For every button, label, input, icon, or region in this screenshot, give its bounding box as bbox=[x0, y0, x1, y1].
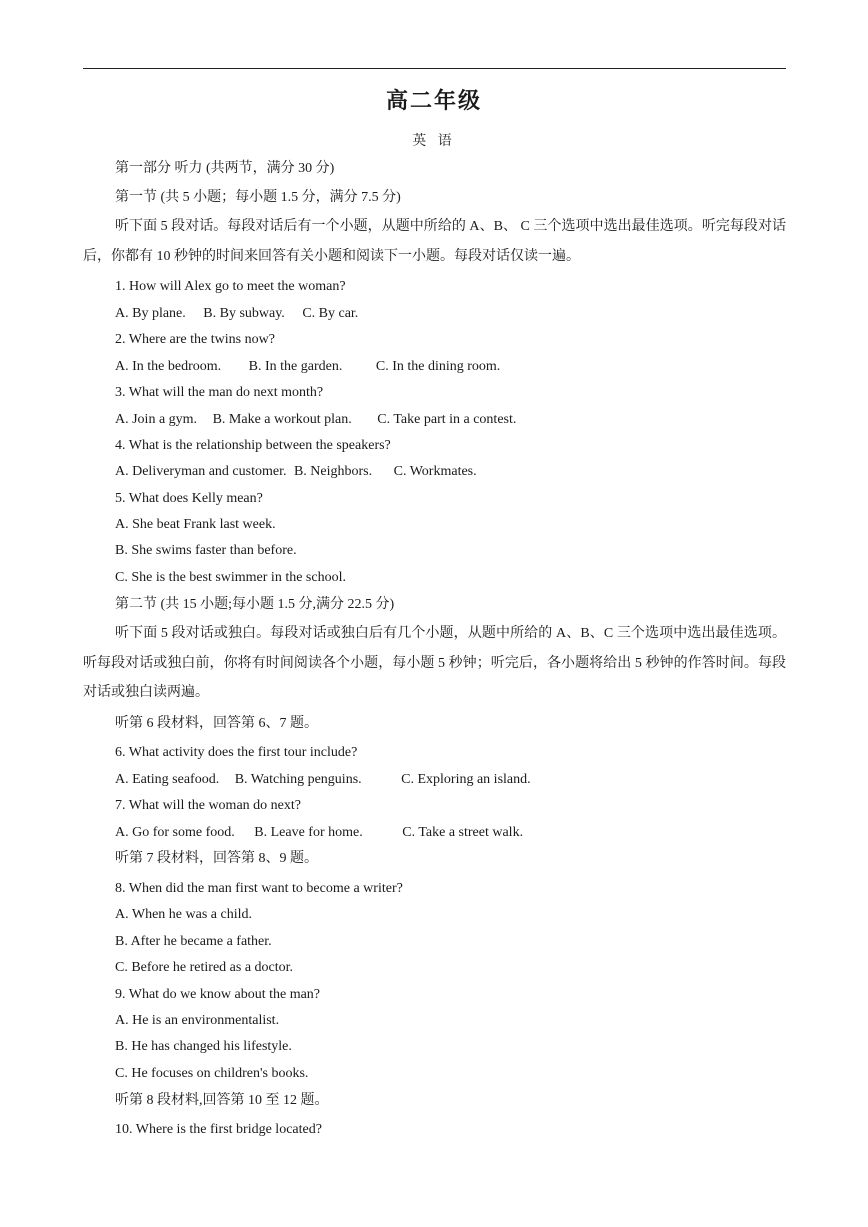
q9-stem: 9. What do we know about the man? bbox=[115, 987, 321, 1002]
q6-options bbox=[115, 771, 531, 788]
page-title: 高二年级 bbox=[385, 88, 482, 113]
section2-instructions: 听下面 5 段对话或独白。每段对话或独白后有几个小题，从题中所给的 A、B、C 三个选项中选出最佳选项。听每段对话或独白前，你将有时间阅读各个小题，每小题 5 秒钟；听完后，各小题将给出 5 秒钟的作答时间。每段对话或独白读两遍。 bbox=[83, 626, 786, 700]
q3-stem: 3. What will the man do next month? bbox=[115, 385, 324, 400]
q10-stem: 10. Where is the first bridge located? bbox=[115, 1122, 322, 1137]
q5-stem: 5. What does Kelly mean? bbox=[115, 491, 263, 506]
q3-option-a: A. Join a gym. bbox=[115, 412, 198, 427]
q2-option-a: A. In the bedroom. bbox=[115, 359, 222, 374]
q7-options bbox=[115, 824, 523, 841]
part1-heading: 第一部分 听力 (共两节，满分 30 分) bbox=[115, 161, 335, 176]
q4-options bbox=[115, 463, 477, 480]
q5-option-c: C. She is the best swimmer in the school. bbox=[115, 570, 346, 585]
q1-option-c: C. By car. bbox=[302, 306, 359, 321]
section1-heading: 第一节 (共 5 小题；每小题 1.5 分，满分 7.5 分) bbox=[115, 190, 401, 205]
q1-option-b: B. By subway. bbox=[203, 306, 285, 321]
q4-option-b: B. Neighbors. bbox=[293, 464, 373, 479]
q5-option-b: B. She swims faster than before. bbox=[115, 543, 297, 558]
q7-stem: 7. What will the woman do next? bbox=[115, 798, 301, 813]
q4-option-c: C. Workmates. bbox=[393, 464, 477, 479]
header-rule bbox=[83, 68, 786, 69]
q7-option-c: C. Take a street walk. bbox=[402, 825, 524, 840]
q8-stem: 8. When did the man first want to become a writer? bbox=[115, 881, 403, 896]
section1-instructions: 听下面 5 段对话。每段对话后有一个小题，从题中所给的 A、B、 C 三个选项中选出最佳选项。听完每段对话后，你都有 10 秒钟的时间来回答有关小题和阅读下一小题。每段对话仅读一遍。 bbox=[83, 219, 786, 264]
q6-option-c: C. Exploring an island. bbox=[401, 772, 531, 787]
q3-options bbox=[115, 411, 516, 428]
section2-heading: 第二节 (共 15 小题;每小题 1.5 分,满分 22.5 分) bbox=[115, 597, 395, 612]
q9-option-c: C. He focuses on children's books. bbox=[115, 1066, 309, 1081]
q9-option-b: B. He has changed his lifestyle. bbox=[115, 1039, 292, 1054]
q7-option-b: B. Leave for home. bbox=[254, 825, 363, 840]
q1-option-a: A. By plane. bbox=[115, 306, 186, 321]
q3-option-b: B. Make a workout plan. bbox=[212, 412, 352, 427]
q6-option-b: B. Watching penguins. bbox=[234, 772, 362, 787]
q3-option-c: C. Take part in a contest. bbox=[377, 412, 517, 427]
subject-title: 英 语 bbox=[412, 134, 456, 149]
q2-option-c: C. In the dining room. bbox=[375, 359, 501, 374]
material6-heading: 听第 6 段材料，回答第 6、7 题。 bbox=[115, 716, 318, 731]
q6-stem: 6. What activity does the first tour include? bbox=[115, 745, 358, 760]
q2-stem: 2. Where are the twins now? bbox=[115, 332, 275, 347]
q2-options bbox=[115, 358, 500, 375]
q1-stem: 1. How will Alex go to meet the woman? bbox=[115, 279, 346, 294]
material7-heading: 听第 7 段材料，回答第 8、9 题。 bbox=[115, 851, 318, 866]
q4-stem: 4. What is the relationship between the speakers? bbox=[115, 438, 391, 453]
q6-option-a: A. Eating seafood. bbox=[115, 772, 220, 787]
q8-option-a: A. When he was a child. bbox=[115, 907, 252, 922]
q1-options bbox=[115, 305, 358, 322]
q2-option-b: B. In the garden. bbox=[248, 359, 343, 374]
material8-heading: 听第 8 段材料,回答第 10 至 12 题。 bbox=[115, 1093, 329, 1108]
q5-option-a: A. She beat Frank last week. bbox=[115, 517, 276, 532]
q7-option-a: A. Go for some food. bbox=[115, 825, 235, 840]
q8-option-c: C. Before he retired as a doctor. bbox=[115, 960, 294, 975]
q8-option-b: B. After he became a father. bbox=[115, 934, 272, 949]
q4-option-a: A. Deliveryman and customer. bbox=[115, 464, 287, 479]
q9-option-a: A. He is an environmentalist. bbox=[115, 1013, 280, 1028]
